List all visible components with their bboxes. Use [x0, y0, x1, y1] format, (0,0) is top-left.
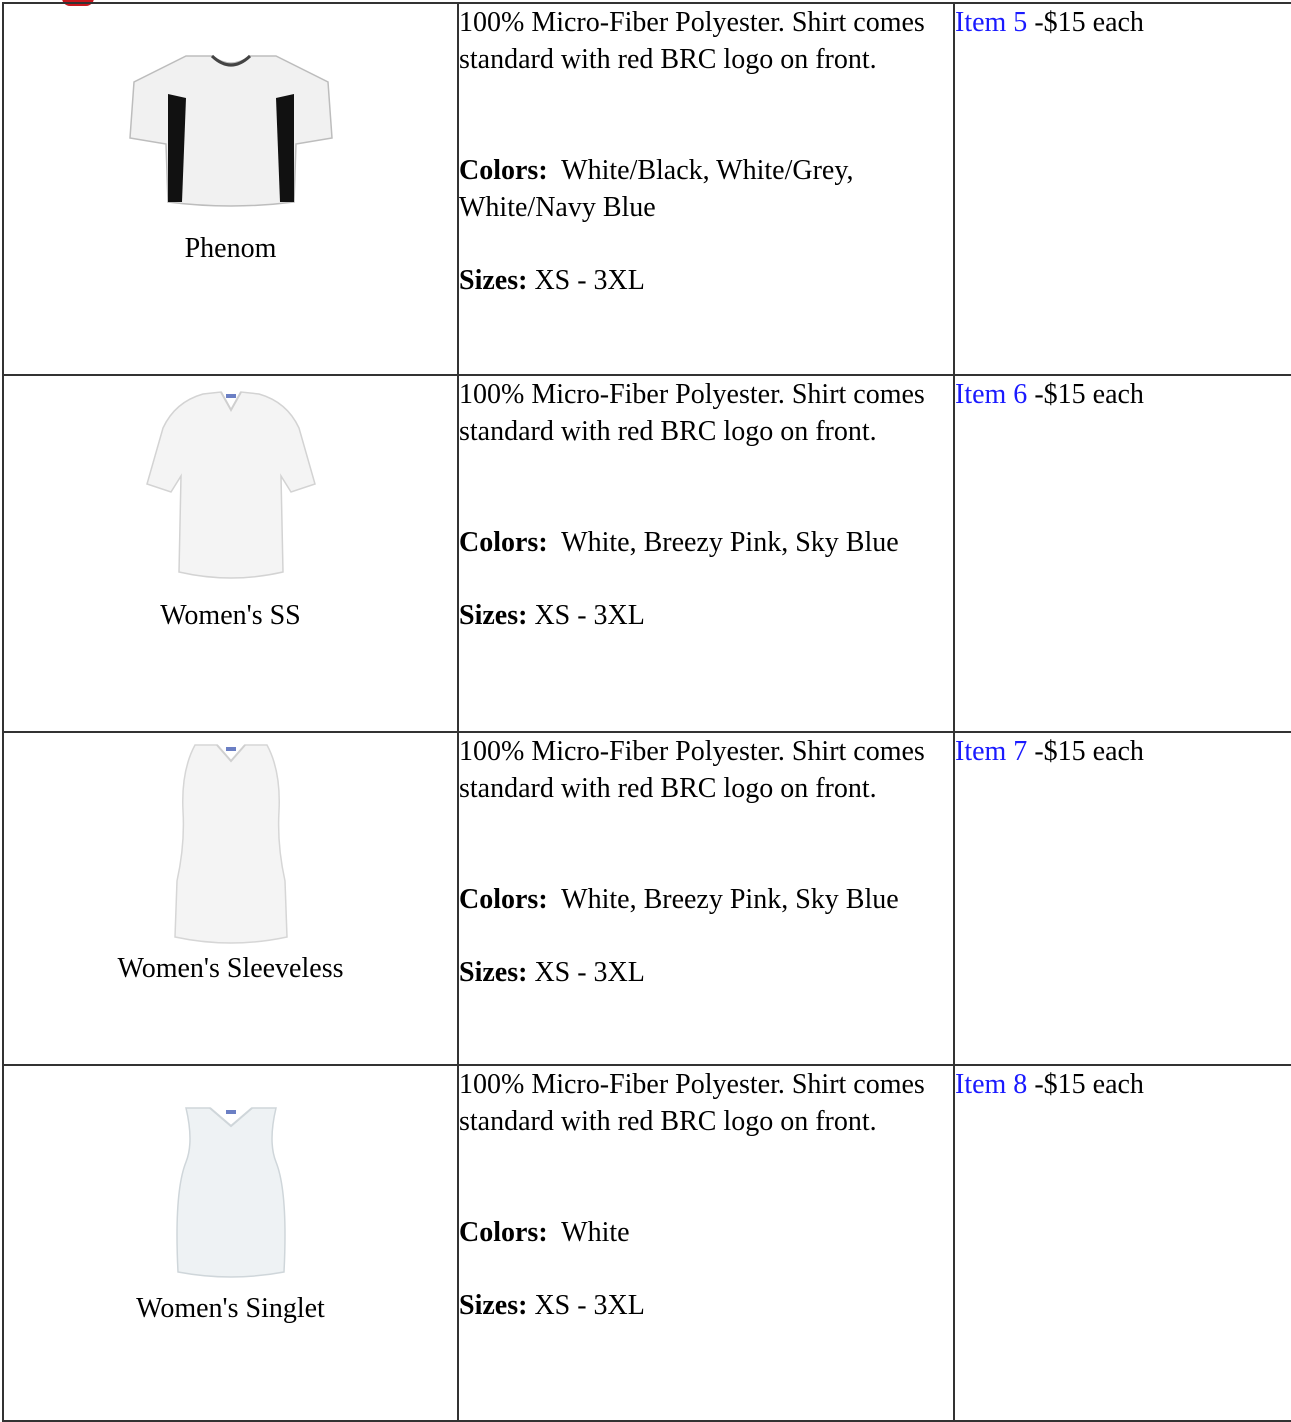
- item-link[interactable]: Item 5: [955, 7, 1028, 38]
- product-description-cell: [458, 375, 954, 732]
- product-price-cell: [954, 732, 1291, 1065]
- sizes-value: XS - 3XL: [534, 600, 645, 631]
- product-description: 100% Micro-Fiber Polyester. Shirt comes standard with red BRC logo on front.: [459, 1069, 925, 1137]
- sizes-label: Sizes:: [459, 600, 528, 631]
- womens-vneck-shirt-image: [131, 388, 331, 588]
- product-description-cell: [458, 732, 954, 1065]
- product-price-cell: [954, 1065, 1291, 1421]
- product-table: [2, 2, 1291, 1422]
- product-image-cell: [3, 3, 458, 375]
- table-row: [3, 1065, 1291, 1421]
- product-colors: [459, 881, 953, 918]
- colors-value: White: [561, 1217, 630, 1248]
- price-text: -$15 each: [1034, 7, 1144, 38]
- product-image-cell: [3, 732, 458, 1065]
- colors-label: Colors:: [459, 884, 548, 915]
- price-text: -$15 each: [1034, 379, 1144, 410]
- product-description: 100% Micro-Fiber Polyester. Shirt comes standard with red BRC logo on front.: [459, 736, 925, 804]
- womens-sleeveless-shirt-image: [151, 741, 311, 951]
- colors-label: Colors:: [459, 1217, 548, 1248]
- product-sizes: [459, 1287, 953, 1324]
- colors-value: White, Breezy Pink, Sky Blue: [561, 884, 899, 915]
- product-name: Women's SS: [160, 600, 301, 631]
- product-price-cell: [954, 3, 1291, 375]
- product-sizes: [459, 597, 953, 634]
- colors-label: Colors:: [459, 527, 548, 558]
- product-name: Phenom: [184, 233, 277, 264]
- price-text: -$15 each: [1034, 736, 1144, 767]
- table-row: [3, 3, 1291, 375]
- product-colors: [459, 524, 953, 561]
- product-image-cell: [3, 375, 458, 732]
- product-sizes: [459, 262, 953, 299]
- sizes-label: Sizes:: [459, 1290, 528, 1321]
- product-description-cell: [458, 3, 954, 375]
- price-text: -$15 each: [1034, 1069, 1144, 1100]
- product-description: 100% Micro-Fiber Polyester. Shirt comes standard with red BRC logo on front.: [459, 379, 925, 447]
- sizes-value: XS - 3XL: [534, 1290, 645, 1321]
- product-price-cell: [954, 375, 1291, 732]
- table-row: [3, 375, 1291, 732]
- product-name: Women's Singlet: [136, 1293, 325, 1324]
- product-description-cell: [458, 1065, 954, 1421]
- product-colors: [459, 152, 953, 226]
- tshirt-image: [128, 52, 334, 210]
- sizes-value: XS - 3XL: [534, 957, 645, 988]
- product-sizes: [459, 954, 953, 991]
- item-link[interactable]: Item 8: [955, 1069, 1028, 1100]
- product-name: Women's Sleeveless: [117, 953, 344, 984]
- colors-value: White, Breezy Pink, Sky Blue: [561, 527, 899, 558]
- colors-label: Colors:: [459, 155, 548, 186]
- sizes-label: Sizes:: [459, 957, 528, 988]
- product-description: 100% Micro-Fiber Polyester. Shirt comes standard with red BRC logo on front.: [459, 7, 925, 75]
- table-row: [3, 732, 1291, 1065]
- womens-singlet-image: [156, 1102, 306, 1282]
- sizes-value: XS - 3XL: [534, 265, 645, 296]
- item-link[interactable]: Item 6: [955, 379, 1028, 410]
- product-image-cell: [3, 1065, 458, 1421]
- item-link[interactable]: Item 7: [955, 736, 1028, 767]
- colors-value: White/Black, White/Grey, White/Navy Blue: [459, 155, 854, 223]
- sizes-label: Sizes:: [459, 265, 528, 296]
- product-colors: [459, 1214, 953, 1251]
